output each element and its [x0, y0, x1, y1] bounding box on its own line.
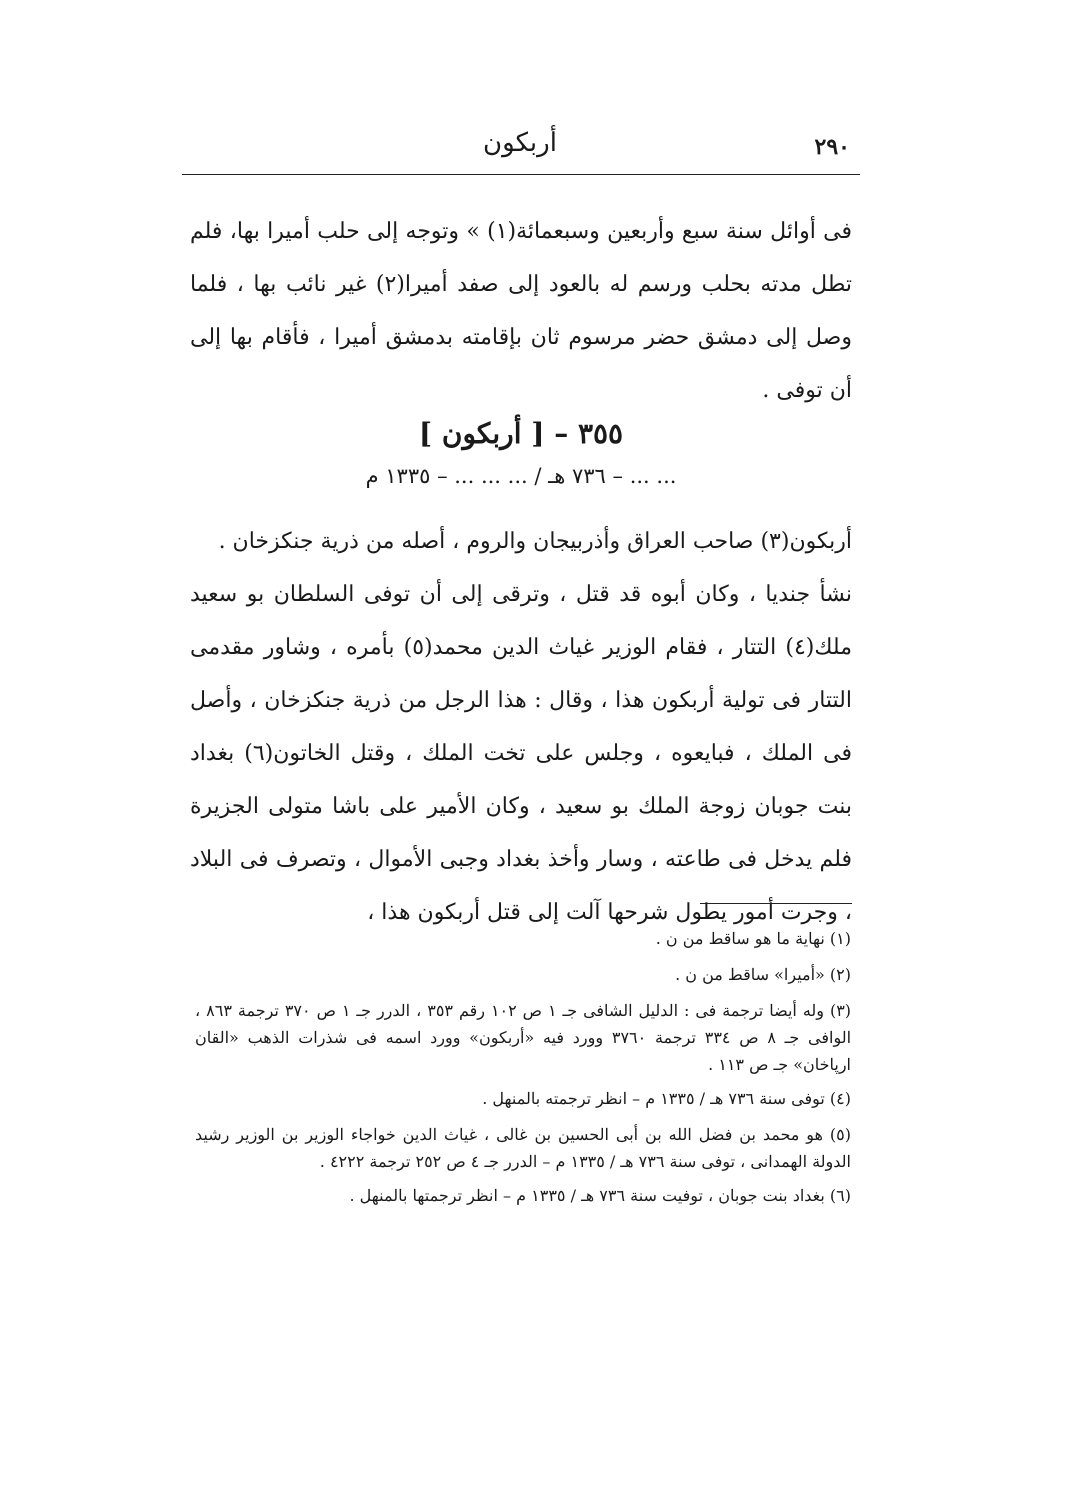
entry-body — [190, 515, 852, 939]
continuation-paragraph: فى أوائل سنة سبع وأربعين وسبعمائة(١) » وتوجه إلى حلب أميرا بها، فلم تطل مدته بحلب ورسم له بالعود إلى صفد أميرا(٢) غير نائب بها ، فلما وصل إلى دمشق حضر مرسوم ثان بإقامته بدمشق أميرا ، فأقام بها إلى أن توفى . — [190, 219, 852, 403]
header-rule — [182, 174, 860, 175]
footnote-6: (٦) بغداد بنت جوبان ، توفيت سنة ٧٣٦ هـ / ١٣٣٥ م – انظر ترجمتها بالمنهل . — [349, 1186, 851, 1205]
footnote-4: (٤) توفى سنة ٧٣٦ هـ / ١٣٣٥ م – انظر ترجمته بالمنهل . — [482, 1089, 851, 1108]
footnote-2: (٢) «أميرا» ساقط من ن . — [675, 965, 851, 984]
footnote-3: (٣) وله أيضا ترجمة فى : الدليل الشافى جـ ١ ص ١٠٢ رقم ٣٥٣ ، الدرر جـ ١ ص ٣٧٠ ترجمة ٨٦٣ ، الوافى جـ ٨ ص ٣٣٤ ترجمة ٣٧٦٠ وورد فيه «أربكون» وورد اسمه فى شذرات الذهب «القان ارپاخان» جـ ص ١١٣ . — [195, 1001, 852, 1074]
footnote-1: (١) نهاية ما هو ساقط من ن . — [655, 929, 851, 948]
footnote-rule — [700, 903, 852, 904]
entry-heading — [190, 412, 852, 496]
entry-dates: ... ... – ٧٣٦ هـ / ... ... ... – ١٣٣٥ م — [365, 464, 677, 488]
running-title: أربكون — [483, 128, 557, 158]
entry-title: ٣٥٥ – [ أربكون ] — [418, 417, 624, 450]
entry-paragraph: نشأ جنديا ، وكان أبوه قد قتل ، وترقى إلى أن توفى السلطان بو سعيد ملك(٤) التتار ، فقام الوزير غياث الدين محمد(٥) بأمره ، وشاور مقدمى التتار فى تولية أربكون هذا ، وقال : هذا الرجل من ذرية جنكزخان ، وأصل فى الملك ، فبايعوه ، وجلس على تخت الملك ، وقتل الخاتون(٦) بغداد بنت جوبان زوجة الملك بو سعيد ، وكان الأمير على باشا متولى الجزيرة فلم يدخل فى طاعته ، وسار وأخذ بغداد وجبى الأموال ، وتصرف فى البلاد ، وجرت أمور يطول شرحها آلت إلى قتل أربكون هذا ، — [190, 582, 852, 925]
continuation-text — [190, 205, 852, 417]
page-number: ٢٩٠ — [814, 134, 850, 160]
page-header — [180, 128, 860, 172]
footnotes — [195, 925, 851, 1218]
entry-paragraph: أربكون(٣) صاحب العراق وأذربيجان والروم ، أصله من ذرية جنكزخان . — [218, 529, 852, 554]
footnote-5: (٥) هو محمد بن فضل الله بن أبى الحسين بن غالى ، غياث الدين خواجاء الوزير بن الوزير رشيد الدولة الهمدانى ، توفى سنة ٧٣٦ هـ / ١٣٣٥ م – الدرر جـ ٤ ص ٢٥٢ ترجمة ٤٢٢٢ . — [195, 1125, 851, 1171]
